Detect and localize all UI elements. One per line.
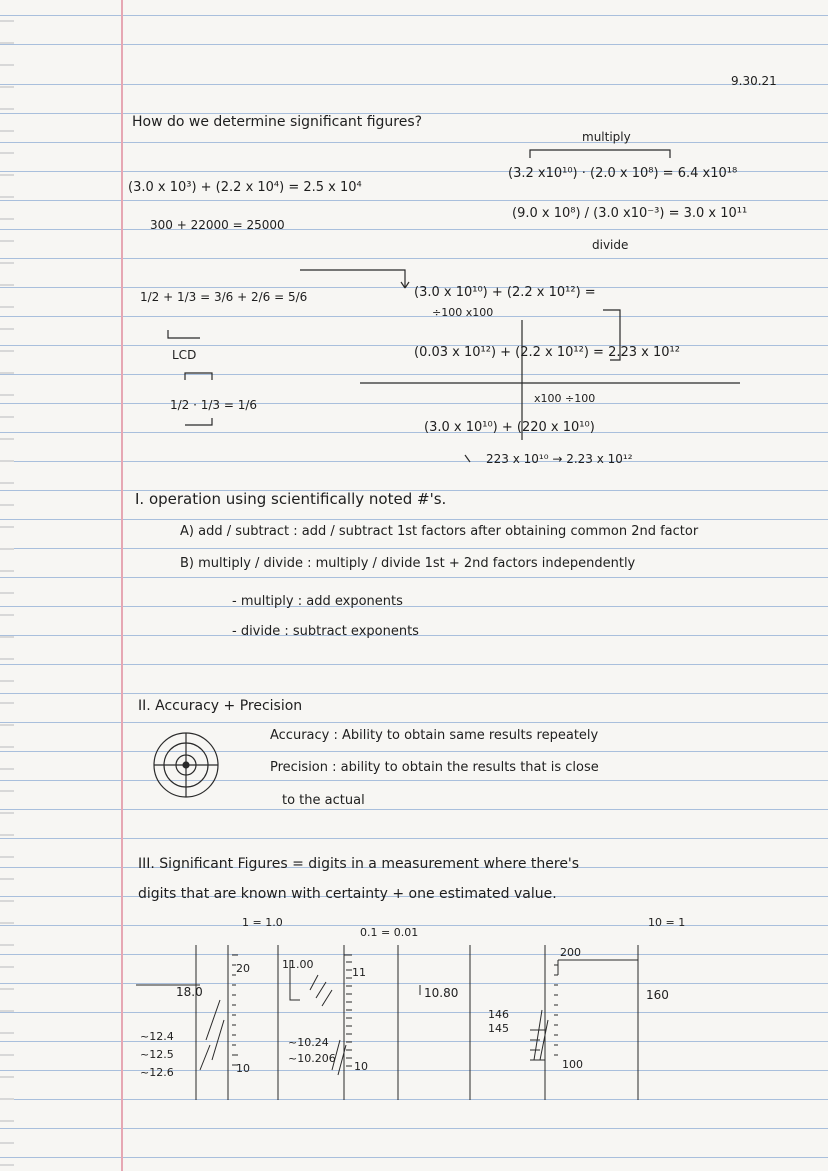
step-marks-2: x100 ÷100: [534, 392, 596, 405]
g3-reading: 160: [646, 988, 669, 1002]
accuracy-definition: Accuracy : Ability to obtain same results repeately: [270, 728, 599, 743]
section1-heading: I. operation using scientifically noted #'s.: [135, 490, 447, 508]
graduated-cylinder-4: [534, 945, 638, 1100]
fraction-product: 1/2 · 1/3 = 1/6: [170, 398, 258, 412]
divide-label: divide: [592, 238, 629, 252]
g2-reading: 10.80: [424, 986, 459, 1000]
g3-r1: 146: [488, 1008, 509, 1021]
section3-heading: III. Significant Figures = digits in a measurement where there's: [138, 856, 580, 872]
rewrite-2: (3.0 x 10¹⁰) + (220 x 10¹⁰): [424, 420, 595, 435]
result: 223 x 10¹⁰ → 2.23 x 10¹²: [486, 452, 633, 466]
ruler-3: [530, 1030, 545, 1060]
section3-cont: digits that are known with certainty + one estimated value.: [138, 886, 557, 902]
divide-expression: (9.0 x 10⁸) / (3.0 x10⁻³) = 3.0 x 10¹¹: [512, 206, 748, 221]
left-add-standard: 300 + 22000 = 25000: [150, 218, 285, 232]
g2-r1: ~10.24: [288, 1036, 329, 1049]
target-icon: [154, 733, 218, 797]
g2-top-label: 11.00: [282, 958, 314, 971]
g1-r3: ~12.6: [140, 1066, 174, 1079]
section2-heading: II. Accuracy + Precision: [138, 698, 303, 714]
g1-bottom-label: 10: [236, 1062, 250, 1075]
multiply-expression: (3.2 x10¹⁰) · (2.0 x 10⁸) = 6.4 x10¹⁸: [508, 166, 738, 181]
margin-line: [121, 0, 123, 1171]
left-add-expression: (3.0 x 10³) + (2.2 x 10⁴) = 2.5 x 10⁴: [128, 180, 362, 195]
step-marks: ÷100 x100: [432, 306, 494, 319]
g1-top-label: 20: [236, 962, 250, 975]
graduated-cylinder-3: [398, 945, 470, 1100]
scale-label-2: 0.1 = 0.01: [360, 926, 419, 939]
section1-b: B) multiply / divide : multiply / divide 1st + 2nd factors independently: [180, 556, 636, 571]
right-add-expression: (3.0 x 10¹⁰) + (2.2 x 10¹²) =: [414, 285, 596, 300]
g3-bottom-label: 100: [562, 1058, 583, 1071]
precision-definition: Precision : ability to obtain the results that is close: [270, 760, 599, 775]
precision-definition-cont: to the actual: [282, 793, 365, 808]
g2-r2: ~10.206: [288, 1052, 336, 1065]
section1-b1: - multiply : add exponents: [232, 594, 403, 609]
lcd-label: LCD: [172, 348, 197, 362]
g1-reading: 18.0: [176, 985, 203, 999]
rewrite-1: (0.03 x 10¹²) + (2.2 x 10¹²) = 2.23 x 10¹²: [414, 345, 680, 360]
fraction-sum: 1/2 + 1/3 = 3/6 + 2/6 = 5/6: [140, 290, 308, 304]
g2-mid-label: 11: [352, 966, 366, 979]
section1-a: A) add / subtract : add / subtract 1st factors after obtaining common 2nd factor: [180, 524, 699, 539]
g2-bottom-label: 10: [354, 1060, 368, 1073]
g1-r2: ~12.5: [140, 1048, 174, 1061]
g3-r2: 145: [488, 1022, 509, 1035]
g1-r1: ~12.4: [140, 1030, 174, 1043]
multiply-label: multiply: [582, 130, 631, 144]
section1-b2: - divide : subtract exponents: [232, 624, 419, 639]
page-edge: [0, 0, 14, 1171]
connector-arrow: [300, 270, 405, 288]
date: 9.30.21: [731, 74, 777, 88]
scale-label-1: 1 = 1.0: [242, 916, 283, 929]
page-title: How do we determine significant figures?: [132, 114, 423, 130]
g3-top-label: 200: [560, 946, 581, 959]
scale-label-3: 10 = 1: [648, 916, 686, 929]
